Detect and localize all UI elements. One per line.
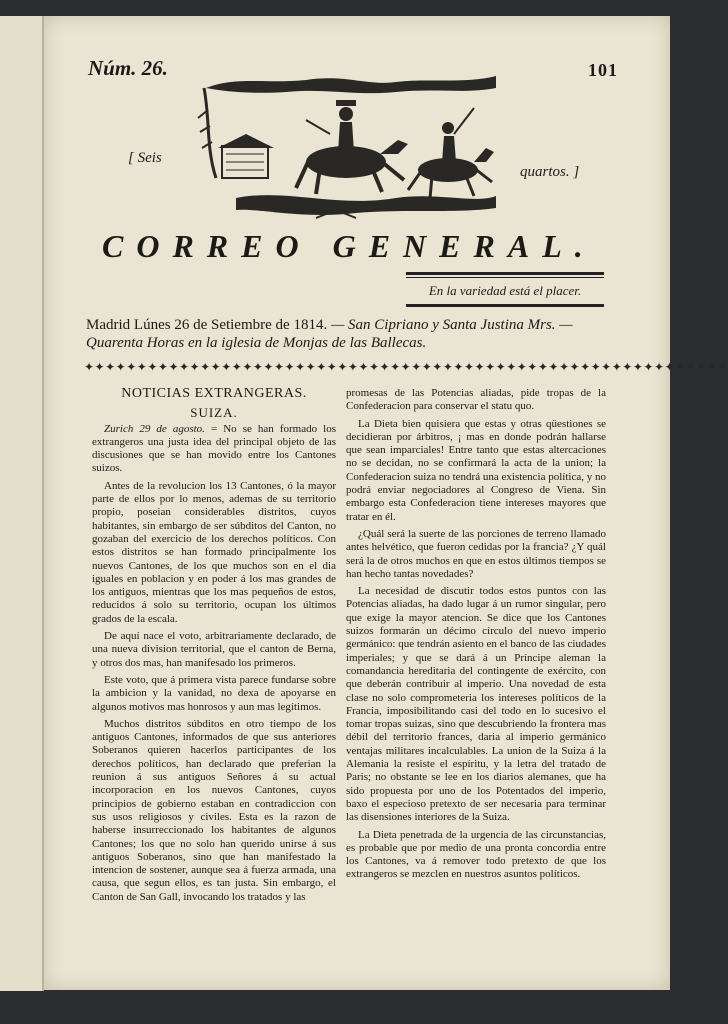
masthead-title: CORREO GENERAL. xyxy=(102,228,596,264)
page-number: 101 xyxy=(588,60,618,80)
left-column xyxy=(92,387,336,908)
article-lead: = No se han formado los extrangeros una justa idea del principal objeto de las discusiones que se han movido entre los Cantones suizos. xyxy=(92,422,336,475)
motto: En la variedad está el placer. xyxy=(428,283,582,298)
issue-number: Núm. 26. xyxy=(88,56,168,80)
price-right: quartos. ] xyxy=(520,164,580,180)
article-dateline: Zurich 29 de agosto. xyxy=(104,422,205,435)
article-paragraph: promesas de las Potencias aliadas, pide tropas de la Confederacion para conservar el statu quo. xyxy=(346,387,606,413)
article-paragraph xyxy=(92,423,336,476)
right-column xyxy=(346,387,606,886)
price-left: [ Seis xyxy=(128,150,162,166)
motto-rule-top xyxy=(406,272,604,275)
dateline-saints: — San Cipriano y Santa Justina Mrs. — Quarenta Horas en la iglesia de Monjas de las Ballecas. xyxy=(86,317,573,351)
article-paragraph: ¿Quál será la suerte de las porciones de terreno llamado antes helvético, que fueron cedidas por la francia? ¿Y quál será la de otros muchos en que en estos últimos tiempos se han hecho tantas novedades? xyxy=(346,527,606,580)
dateline xyxy=(86,316,616,352)
article-paragraph: La Dieta penetrada de la urgencia de las circunstancias, es probable que por medio de una pronta concordia entre los Cantones, va á remover todo pretexto de que los extrangeros se mezclen en nuestros asuntos políticos. xyxy=(346,828,606,881)
article-paragraph: La Dieta bien quisiera que estas y otras qüestiones se decidieran por árbitros, ¡ mas en donde podrán hallarse que sean imparciales! Entre tanto que estas altercaciones no se decidan, no se confirmará la acta de la union; la Confederacion suiza no tendrá una existencia política, y no podrá enviar negociadores al Congreso de Viena. Sin embargo esta Confederacion tiene intereses mayores que tratar en él. xyxy=(346,417,606,523)
woodcut-riders-icon xyxy=(196,58,516,220)
ornament-divider: ✦✦✦✦✦✦✦✦✦✦✦✦✦✦✦✦✦✦✦✦✦✦✦✦✦✦✦✦✦✦✦✦✦✦✦✦✦✦✦✦✦✦✦✦✦✦✦✦✦✦✦✦✦✦✦✦✦✦✦✦✦ xyxy=(84,360,728,374)
newspaper-page xyxy=(44,16,728,990)
subsection-title: SUIZA. xyxy=(190,405,238,421)
article-paragraph: Este voto, que á primera vista parece fundarse sobre la ambicion y la vanidad, no dexa de apoyarse en algunos motivos mas honrosos y aun mas legítimos. xyxy=(92,673,336,713)
facing-page-edge xyxy=(0,16,44,991)
motto-rule-top-thin xyxy=(406,277,604,278)
dateline-date: Madrid Lúnes 26 de Setiembre de 1814. xyxy=(86,317,328,333)
article-paragraph: Muchos distritos súbditos en otro tiempo de los antiguos Cantones, informados de que sus anteriores Soberanos quieren hacerlos participantes de los derechos políticos, han declarado que preferian la reunion á sus antiguos Señores á su actual incorporacion en los nuevos Cantones, cuyos principios de gobierno estaban en contradiccion con sus usos religiosos y civiles. Esta es la razon de haberse insurreccionado los habitantes de algunos Cantones; los que no solo han querido unirse á sus antiguos Soberanos, sino que han manifestado la intencion de sostener, aunque sea á fuerza armada, una causa, que segun ellos, es tan justa. Sin embargo, el Canton de San Gall, invocando los tratados y las xyxy=(92,717,336,903)
motto-rule-bottom xyxy=(406,304,604,307)
article-paragraph: De aquí nace el voto, arbitrariamente declarado, de una nueva division territorial, que el canton de Berna, y otros dos mas, han manifesado los primeros. xyxy=(92,630,336,669)
motto-block xyxy=(406,272,604,309)
section-title: NOTICIAS EXTRANGERAS. xyxy=(121,386,307,401)
article-paragraph: Antes de la revolucion los 13 Cantones, ó la mayor parte de ellos por lo menos, ademas de su territorio propio, poseian considerables distritos, cuyos habitantes, sin embargo de ser súbditos del Canton, no gozaban del exercicio de los derechos políticos. Con estos distritos se han formado principalmente los nuevos Cantones, de los que muchos son en el dia iguales en poblacion y en poder á los mas grandes de los antiguos, mientras que los mas pequeños de estos, reducidos á solo su territorio, ocupan los últimos grados de la escala. xyxy=(92,479,336,625)
article-paragraph: La necesidad de discutir todos estos puntos con las Potencias aliadas, ha dado lugar á un rumor singular, pero que exige la mayor atencion. Se dice que los Cantones suizos formarán un décimo círculo del nuevo imperio germánico: que tendrán asiento en el banco de las ciudades imperiales; y que se dará á un Príncipe aleman la comandancia hereditaria del contingente de exército, con que deberán contribuir al imperio. Una novedad de esta clase no solo comprometeria los intereses políticos de la Francia, imposibilitando casi del todo en lo sucesivo el tomar tropas suizas, sino que descubriendo la frontera mas débil del territorio frances, daria al imperio germánico ventajas militares incalculables. La union de la Suiza á la Alemania la resiste el espíritu, y la letra del tratado de Paris; no obstante se lee en los diarios alemanes, que ha sido propuesta por uno de los Potentados del imperio, baxo el especioso pretexto de ser necesaria para terminar las disensiones interiores de la Suiza. xyxy=(346,585,606,824)
